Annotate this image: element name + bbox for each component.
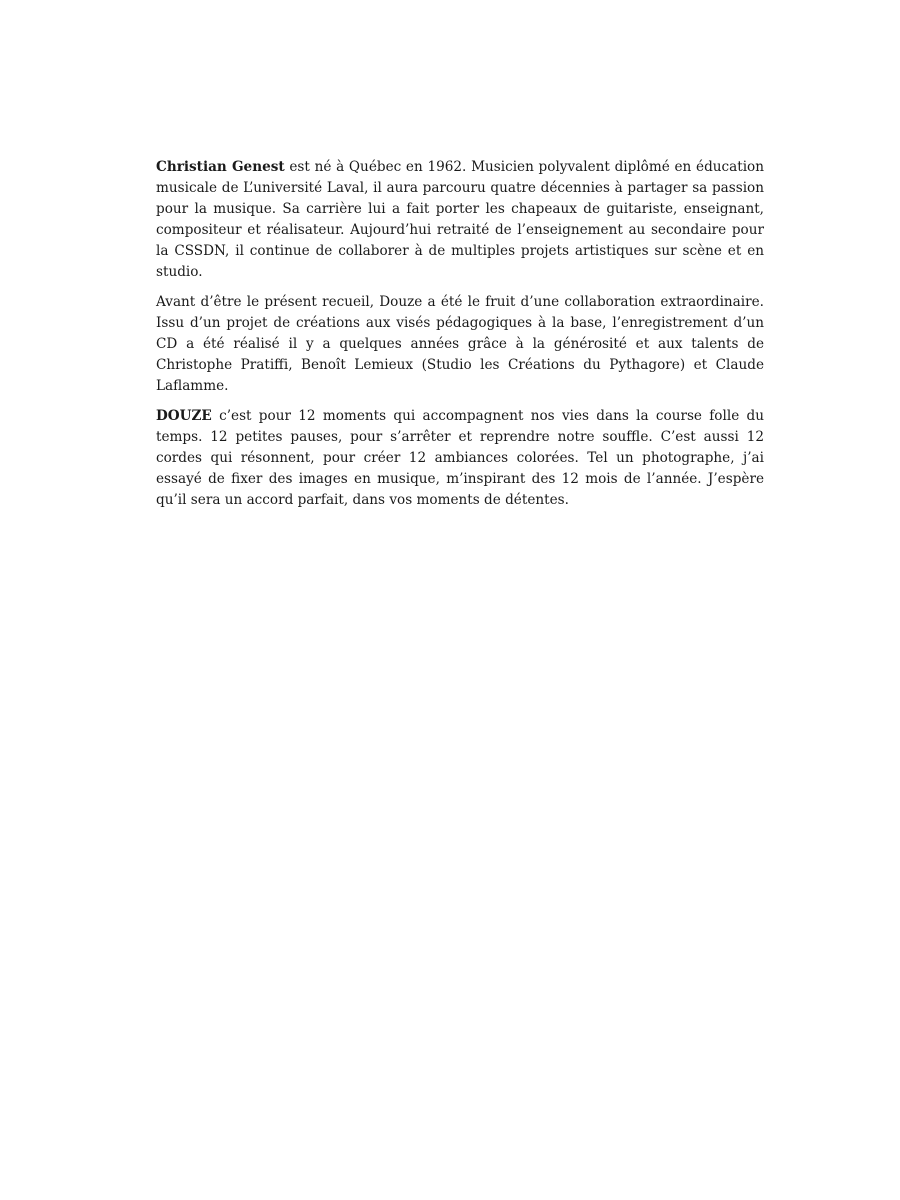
paragraph-biography xyxy=(156,157,764,283)
biography-text: est né à Québec en 1962. Musicien polyvalent diplômé en éducation musicale de L’université Laval, il aura parcouru quatre décennies à partager sa passion pour la musique. Sa carrière lui a fait porter les chapeaux de guitariste, enseignant, compositeur et réalisateur. Aujourd’hui retraité de l’enseignement au secondaire pour la CSSDN, il continue de collaborer à de multiples projets artistiques sur scène et en studio. xyxy=(156,159,764,280)
douze-text: c’est pour 12 moments qui accompagnent nos vies dans la course folle du temps. 12 petites pauses, pour s’arrêter et reprendre notre souffle. C’est aussi 12 cordes qui résonnent, pour créer 12 ambiances colorées. Tel un photographe, j’ai essayé de fixer des images en musique, m’inspirant des 12 mois de l’année. J’espère qu’il sera un accord parfait, dans vos moments de détentes. xyxy=(156,408,764,508)
body-text xyxy=(156,157,764,520)
douze-title: DOUZE xyxy=(156,408,212,424)
history-text: Avant d’être le présent recueil, Douze a été le fruit d’une collaboration extraordinaire. Issu d’un projet de créations aux visés pédagogiques à la base, l’enregistrement d’un CD a été réalisé il y a quelques années grâce à la générosité et aux talents de Christophe Pratiffi, Benoît Lemieux (Studio les Créations du Pythagore) et Claude Laflamme. xyxy=(156,294,764,394)
paragraph-history xyxy=(156,292,764,397)
paragraph-douze xyxy=(156,406,764,511)
author-name: Christian Genest xyxy=(156,159,285,175)
